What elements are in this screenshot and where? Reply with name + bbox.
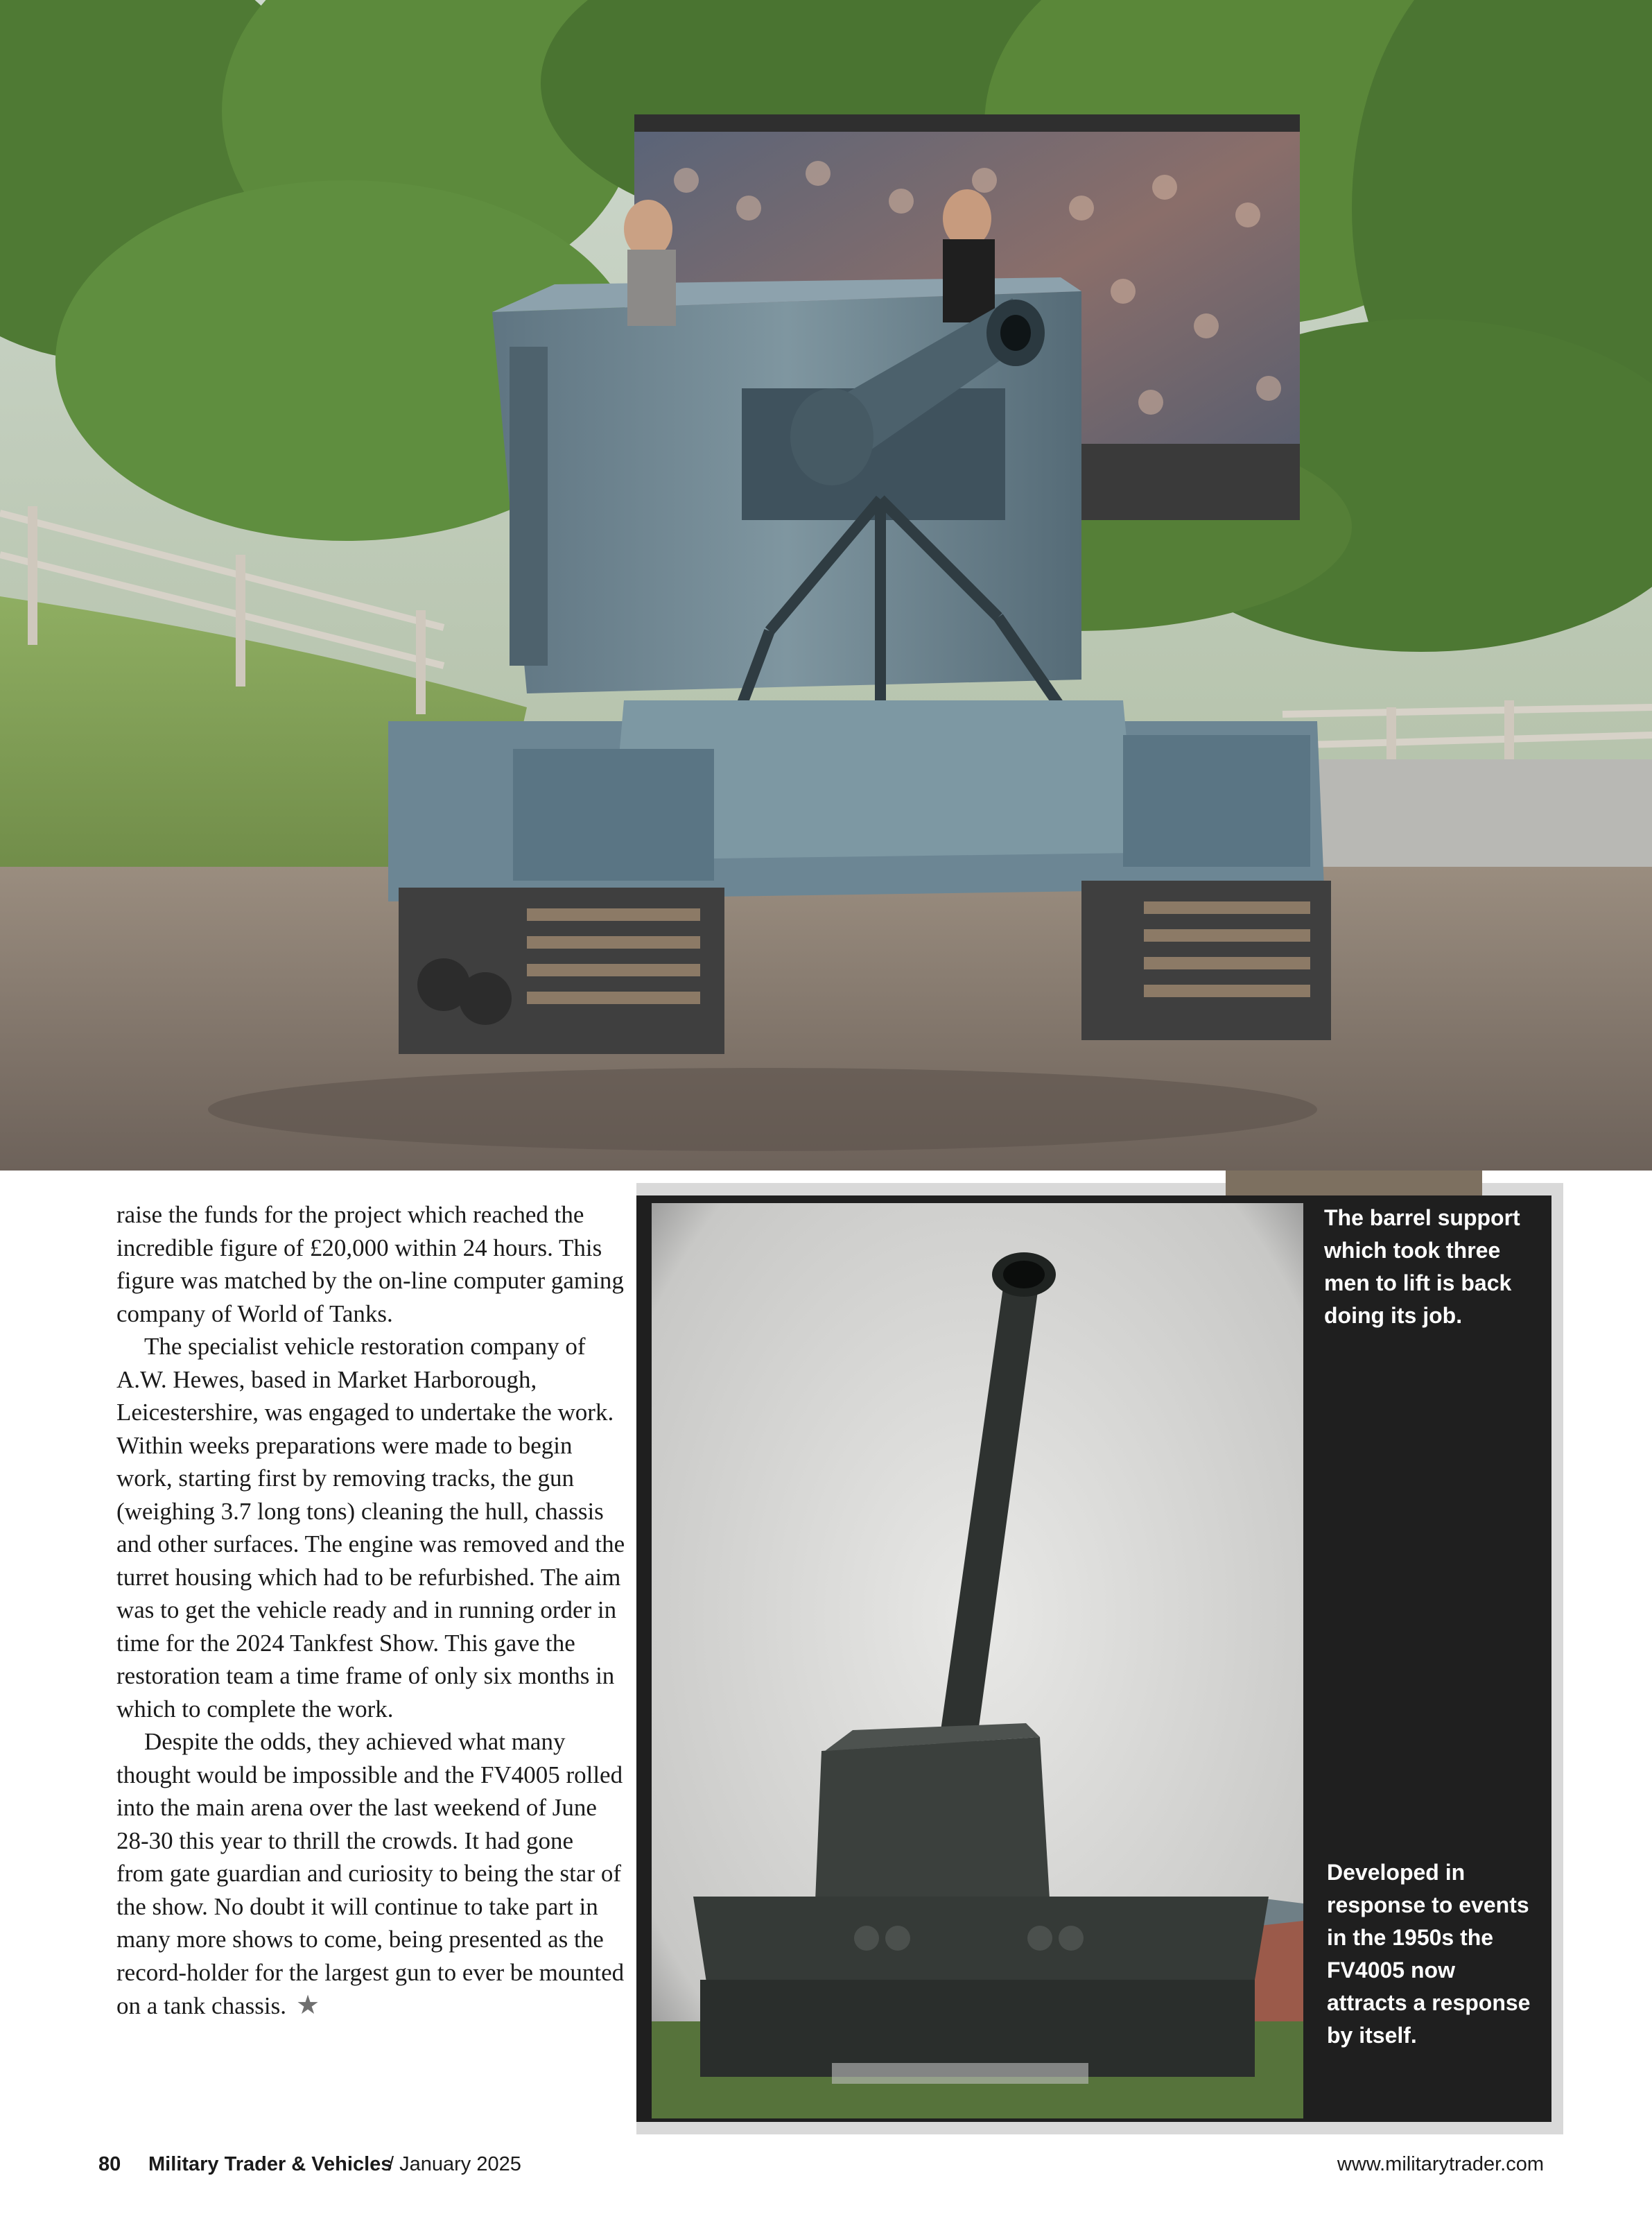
page-number: 80 xyxy=(98,2153,121,2175)
article-paragraph: raise the funds for the project which reached the incredible figure of £20,000 within 24 hours. This figure was matched by the on-line computer gaming company of World of Tanks. xyxy=(116,1201,624,1327)
photo-caption-top: The barrel support which took three men to lift is back doing its job. xyxy=(1324,1205,1520,1328)
article-body xyxy=(116,1198,626,2023)
article-paragraph: The specialist vehicle restoration company of A.W. Hewes, based in Market Harborough, Leicestershire, was engaged to undertake the work. Within weeks preparations were made to begin work, starting first by removing tracks, the gun (weighing 3.7 long tons) cleaning the hull, chassis and other surfaces. The engine was removed and the turret housing which had to be refurbished. The aim was to get the vehicle ready and in running order in time for the 2024 Tankfest Show. This gave the restoration team a time frame of only six months in which to complete the work. xyxy=(116,1333,625,1722)
issue-date: / January 2025 xyxy=(388,2153,521,2175)
magazine-title: Military Trader & Vehicles xyxy=(148,2153,392,2175)
gate-guardian-photo xyxy=(652,1203,1303,2118)
photo-caption-bottom: Developed in response to events in the 1950s the FV4005 now attracts a response by itself. xyxy=(1327,1860,1531,2048)
end-mark-star-icon: ★ xyxy=(295,1989,320,2020)
article-paragraph xyxy=(116,1725,626,2023)
website-url: www.militarytrader.com xyxy=(1337,2153,1544,2175)
article-paragraph-text: Despite the odds, they achieved what many thought would be impossible and the FV4005 rolled into the main arena over the last weekend of June 28-30 this year to thrill the crowds. It had gone from gate guardian and curiosity to being the star of the show. No doubt it will continue to take part in many more shows to come, being presented as the record-holder for the largest gun to ever be mounted on a tank chassis. xyxy=(116,1728,625,2019)
page-footer xyxy=(0,2153,1652,2181)
